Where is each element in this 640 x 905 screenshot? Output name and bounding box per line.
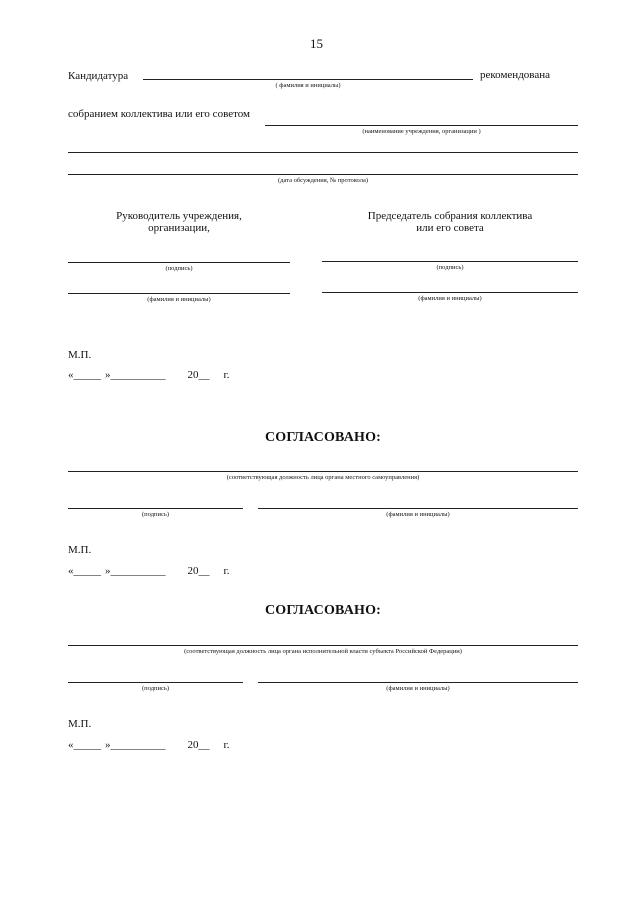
caption-right-signature: (подпись) (436, 264, 464, 271)
left-fio-line[interactable] (68, 293, 290, 294)
head-left-title (68, 210, 290, 234)
right-fio-line[interactable] (322, 292, 578, 293)
local-gov-fio-line[interactable] (258, 508, 578, 509)
date-row-1[interactable] (68, 369, 230, 381)
caption-local-gov-fio: (фамилия и инициалы) (386, 511, 450, 518)
recommended-label: рекомендована (480, 69, 550, 81)
caption-right-fio: (фамилия и инициалы) (418, 295, 482, 302)
year-suffix: г. (223, 369, 230, 381)
date-blank-day: _____ (73, 565, 101, 577)
right-signature-line[interactable] (322, 261, 578, 262)
head-left-line2: организации, (148, 222, 210, 234)
caption-regional-gov-fio: (фамилия и инициалы) (386, 685, 450, 692)
date-close-quote: » (105, 565, 111, 577)
regional-gov-position-line[interactable] (68, 645, 578, 646)
caption-regional-gov-signature: (подпись) (142, 685, 169, 692)
institution-line[interactable] (265, 125, 578, 126)
head-right-line2: или его совета (416, 222, 484, 234)
date-close-quote: » (105, 739, 111, 751)
candidate-name-line[interactable] (143, 79, 473, 80)
regional-gov-signature-line[interactable] (68, 682, 243, 683)
date-blank-day: _____ (73, 739, 101, 751)
head-right-title (322, 210, 578, 234)
date-row-3[interactable] (68, 739, 230, 751)
date-open-quote: « (68, 369, 74, 381)
year-prefix: 20 (187, 369, 199, 381)
date-blank-day: _____ (73, 369, 101, 381)
left-signature-line[interactable] (68, 262, 290, 263)
local-gov-position-line[interactable] (68, 471, 578, 472)
date-blank-month: __________ (110, 565, 166, 577)
regional-gov-fio-line[interactable] (258, 682, 578, 683)
date-protocol-line[interactable] (68, 174, 578, 175)
caption-institution: (наименование учреждения, организации ) (362, 128, 481, 135)
date-row-2[interactable] (68, 565, 230, 577)
year-blank: __ (198, 565, 210, 577)
caption-left-fio: (фамилия и инициалы) (147, 296, 211, 303)
date-close-quote: » (105, 369, 111, 381)
head-left-line1: Руководитель учреждения, (116, 210, 242, 222)
agreed-heading-1: СОГЛАСОВАНО: (265, 430, 382, 445)
date-open-quote: « (68, 565, 74, 577)
mp-label-3: М.П. (68, 718, 92, 730)
page-number: 15 (310, 36, 323, 51)
mp-label-2: М.П. (68, 544, 92, 556)
date-blank-month: __________ (110, 369, 166, 381)
caption-fio: ( фамилия и инициалы) (275, 82, 341, 89)
year-suffix: г. (223, 565, 230, 577)
candidacy-label: Кандидатура (68, 70, 129, 82)
date-open-quote: « (68, 739, 74, 751)
caption-date-protocol: (дата обсуждения, № протокола) (277, 177, 369, 184)
year-blank: __ (198, 369, 210, 381)
date-blank-month: __________ (110, 739, 166, 751)
mp-label-1: М.П. (68, 349, 92, 361)
caption-local-gov-signature: (подпись) (142, 511, 169, 518)
head-right-line1: Председатель собрания коллектива (367, 210, 533, 222)
year-prefix: 20 (187, 739, 199, 751)
caption-left-signature: (подпись) (165, 265, 193, 272)
meeting-text: собранием коллектива или его советом (68, 108, 250, 120)
caption-local-gov: (соответствующая должность лица органа местного самоуправления) (226, 474, 420, 481)
caption-regional-gov: (соответствующая должность лица органа исполнительной власти субъекта Российской Федерации) (184, 648, 462, 655)
institution-line-2[interactable] (68, 152, 578, 153)
agreed-heading-2: СОГЛАСОВАНО: (265, 603, 382, 618)
year-prefix: 20 (187, 565, 199, 577)
local-gov-signature-line[interactable] (68, 508, 243, 509)
year-suffix: г. (223, 739, 230, 751)
year-blank: __ (198, 739, 210, 751)
